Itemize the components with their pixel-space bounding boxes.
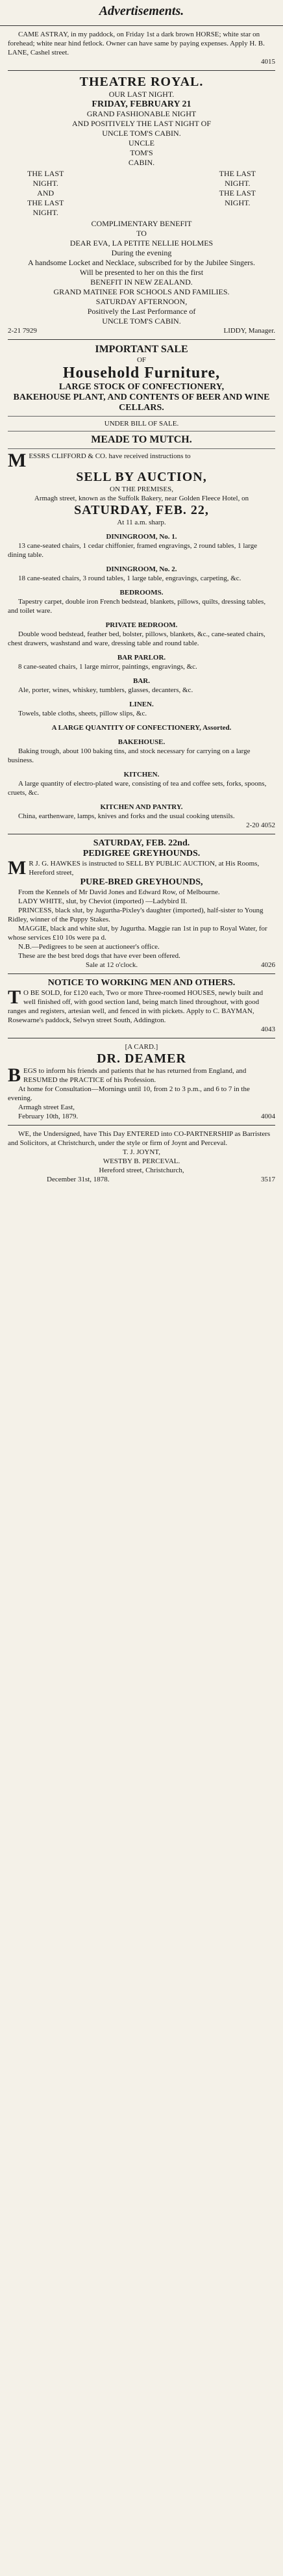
furniture-sale-ad	[8, 344, 275, 830]
grey-title: PEDIGREE GREYHOUNDS.	[82, 849, 201, 858]
deamer-hours: At home for Consultation—Mornings until 10, from 2 to 3 p.m., and 6 to 7 in the evening.	[8, 1085, 250, 1102]
lot-title: DININGROOM, No. 1.	[106, 533, 177, 541]
sale-heading: LARGE STOCK OF CONFECTIONERY,	[58, 382, 225, 392]
lot-text: Tapestry carpet, double iron French bedstead, blankets, pillows, quilts, dressing tables, and toilet ware.	[8, 598, 266, 615]
theatre-ad	[8, 75, 275, 335]
divider	[8, 973, 275, 974]
lot-title: BEDROOMS.	[119, 589, 164, 597]
theatre-line: OUR LAST NIGHT.	[108, 90, 175, 99]
sale-heading: IMPORTANT SALE	[95, 344, 188, 355]
grey-dog: PRINCESS, black slut, by Jugurtha-Pixley's daughter (imported), half-sister to Young Ridley, winner of the Puppy Stakes.	[8, 907, 264, 923]
partnership-sig: T. J. JOYNT,	[123, 1148, 160, 1156]
theatre-right-col	[219, 169, 256, 218]
partnership-text: WE, the Undersigned, have This Day ENTERED into CO-PARTNERSHIP as Barristers and Solicitors, at Christchurch, under the style or firm of Joynt and Perceval.	[8, 1130, 271, 1147]
theatre-left-col	[27, 169, 64, 218]
theatre-manager: LIDDY, Manager.	[223, 327, 275, 335]
theatre-line: UNCLE TOM'S CABIN.	[102, 316, 181, 326]
theatre-line: CABIN.	[128, 158, 155, 167]
grey-date: SATURDAY, FEB. 22nd.	[93, 838, 190, 848]
lot-text: China, earthenware, lamps, knives and forks and the usual cooking utensils.	[18, 812, 235, 820]
col-line: THE LAST	[27, 169, 64, 178]
masthead: Advertisements.	[99, 4, 184, 18]
lot-text: A large quantity of electro-plated ware, consisting of tea and coffee sets, forks, spoons, cruets, &c.	[8, 780, 267, 797]
theatre-line: UNCLE	[129, 138, 154, 148]
theatre-line: BENEFIT IN NEW ZEALAND.	[90, 277, 193, 287]
theatre-line: GRAND MATINEE FOR SCHOOLS AND FAMILIES.	[53, 287, 230, 296]
grey-time: Sale at 12 o'clock.	[86, 961, 138, 969]
col-line: AND	[37, 188, 55, 198]
stray-text: CAME ASTRAY, in my paddock, on Friday 1st a dark brown HORSE; white star on forehead; white near hind fetlock. Owner can have same by paying expenses. Apply H. B. LANE, Cashel street.	[8, 31, 265, 57]
divider	[8, 70, 275, 71]
grey-note: These are the best bred dogs that have ever been offered.	[18, 952, 180, 960]
grey-sub: PURE-BRED GREYHOUNDS,	[80, 877, 203, 887]
sale-lots	[8, 532, 275, 821]
sale-heading: ON THE PREMISES,	[110, 485, 173, 493]
deamer-card	[8, 1042, 275, 1121]
lot-title: LINEN.	[129, 701, 154, 708]
deamer-name: DR. DEAMER	[97, 1051, 186, 1066]
grey-from: From the Kennels of Mr David Jones and Edward Row, of Melbourne.	[18, 888, 220, 896]
grey-note: N.B.—Pedigrees to be seen at auctioneer's office.	[18, 943, 160, 951]
lot-title: DININGROOM, No. 2.	[106, 565, 177, 573]
grey-footer	[8, 960, 275, 970]
lot-text: 18 cane-seated chairs, 3 round tables, 1 large table, engravings, carpeting, &c.	[18, 574, 241, 582]
theatre-line: Will be presented to her on this the first	[79, 268, 204, 277]
theatre-line: GRAND FASHIONABLE NIGHT	[86, 109, 197, 118]
col-line: THE LAST	[219, 169, 256, 178]
theatre-title: THEATRE ROYAL.	[79, 75, 204, 89]
lot-text: Double wood bedstead, feather bed, bolster, pillows, blankets, &c., cane-seated chairs, chest drawers, washstand and ware, dressing table and round table.	[8, 630, 265, 647]
theatre-line: DEAR EVA, LA PETITE NELLIE HOLMES	[69, 238, 214, 248]
dropcap: B	[8, 1064, 21, 1086]
card-tag: [A CARD.]	[125, 1043, 158, 1051]
grey-dog: LADY WHITE, slut, by Cheviot (imported) —Ladybird II.	[18, 897, 188, 905]
lot-title: KITCHEN AND PANTRY.	[100, 803, 183, 811]
theatre-ref: 2-21 7929	[8, 327, 37, 335]
theatre-footer	[8, 326, 275, 335]
lot-text: 8 cane-seated chairs, 1 large mirror, paintings, engravings, &c.	[18, 663, 197, 671]
sale-heading: SELL BY AUCTION,	[76, 470, 207, 484]
theatre-line: Positively the Last Performance of	[87, 307, 196, 316]
dropcap: M	[8, 450, 27, 471]
lot-title: BAR PARLOR.	[117, 654, 166, 662]
theatre-line: During the evening	[111, 248, 172, 257]
notice-text: O BE SOLD, for £120 each, Two or more Three-roomed HOUSES, newly built and well finished off, with good section land, being match lined throughout, with good ranges and registers, artesian well, and fenced in with pickets. Apply to C. BAYMAN, Rosewarne's paddock, Selwyn street South, Addington.	[8, 989, 264, 1024]
divider	[8, 448, 275, 449]
sale-heading: UNDER BILL OF SALE.	[104, 420, 179, 428]
divider	[8, 416, 275, 417]
col-line: NIGHT.	[225, 198, 251, 207]
theatre-line: A handsome Locket and Necklace, subscribed for by the Jubilee Singers.	[28, 258, 255, 267]
deamer-footer	[8, 1112, 275, 1121]
sale-ref: 2-20 4052	[246, 821, 275, 829]
lot-text: Ale, porter, wines, whiskey, tumblers, glasses, decanters, &c.	[18, 686, 193, 694]
divider	[0, 25, 283, 26]
divider	[8, 339, 275, 340]
partnership-date: December 31st, 1878.	[47, 1176, 110, 1183]
theatre-line: COMPLIMENTARY BENEFIT	[91, 219, 192, 228]
partnership-ref: 3517	[261, 1176, 275, 1183]
grey-ref: 4026	[261, 961, 275, 969]
theatre-columns	[8, 168, 275, 219]
lot-title: PRIVATE BEDROOM.	[105, 621, 178, 629]
sale-intro: ESSRS CLIFFORD & CO. have received instructions to	[29, 452, 191, 460]
lot-text: Towels, table cloths, sheets, pillow slips, &c.	[18, 710, 147, 717]
notice-title: NOTICE TO WORKING MEN AND OTHERS.	[47, 978, 236, 988]
sale-heading: Household Furniture,	[62, 365, 221, 381]
theatre-line: TOM'S	[130, 148, 153, 157]
theatre-line: FRIDAY, FEBRUARY 21	[92, 99, 191, 109]
grey-dog: MAGGIE, black and white slut, by Jugurtha. Maggie ran 1st in pup to Royal Water, for whose services £10 10s were pa d.	[8, 925, 267, 942]
sale-premises: Armagh street, known as the Suffolk Bakery, near Golden Fleece Hotel, on	[34, 495, 249, 502]
stray-ref: 4015	[261, 58, 275, 66]
lot-title: A LARGE QUANTITY OF CONFECTIONERY, Assorted.	[51, 724, 232, 732]
working-men-notice	[8, 978, 275, 1034]
lot-text: Baking trough, about 100 baking tins, and stock necessary for carrying on a large business.	[8, 747, 251, 764]
grey-intro: R J. G. HAWKES is instructed to SELL BY PUBLIC AUCTION, at His Rooms, Hereford street,	[29, 860, 260, 877]
theatre-line: TO	[136, 229, 147, 238]
deamer-date: February 10th, 1879.	[18, 1113, 79, 1120]
notice-ref: 4043	[261, 1025, 275, 1033]
lot-title: BAKEHOUSE.	[117, 738, 166, 746]
lot-title: KITCHEN.	[123, 771, 160, 779]
lot-text: 13 cane-seated chairs, 1 cedar chiffonier, framed engravings, 2 round tables, 1 large dining table.	[8, 542, 258, 559]
greyhound-ad	[8, 838, 275, 970]
partnership-notice	[8, 1129, 275, 1184]
col-line: THE LAST	[219, 188, 256, 198]
sale-heading: MEADE TO MUTCH.	[91, 434, 192, 445]
col-line: NIGHT.	[32, 179, 58, 188]
theatre-line: UNCLE TOM'S CABIN.	[102, 129, 181, 138]
dropcap: T	[8, 986, 21, 1008]
divider	[8, 1125, 275, 1126]
partnership-address: Hereford street, Christchurch,	[99, 1166, 184, 1174]
dropcap: M	[8, 857, 27, 879]
deamer-ref: 4004	[261, 1113, 275, 1120]
col-line: NIGHT.	[32, 208, 58, 217]
sale-heading: BAKEHOUSE PLANT, AND CONTENTS OF BEER AND WINE CELLARS.	[13, 393, 270, 413]
theatre-line: AND POSITIVELY THE LAST NIGHT OF	[71, 119, 212, 128]
lot-title: BAR.	[133, 677, 150, 685]
sale-heading: OF	[136, 356, 147, 364]
stray-horse-ad	[8, 30, 275, 66]
sale-time: At 11 a.m. sharp.	[117, 519, 166, 526]
theatre-line: SATURDAY AFTERNOON,	[95, 297, 188, 306]
col-line: NIGHT.	[225, 179, 251, 188]
deamer-text: EGS to inform his friends and patients that he has returned from England, and RESUMED the PRACTICE of his Profession.	[23, 1067, 247, 1084]
col-line: THE LAST	[27, 198, 64, 207]
deamer-address: Armagh street East,	[18, 1103, 75, 1111]
sale-date: SATURDAY, FEB. 22,	[74, 503, 209, 517]
partnership-footer	[8, 1175, 275, 1184]
partnership-sig: WESTBY B. PERCEVAL.	[103, 1157, 180, 1165]
